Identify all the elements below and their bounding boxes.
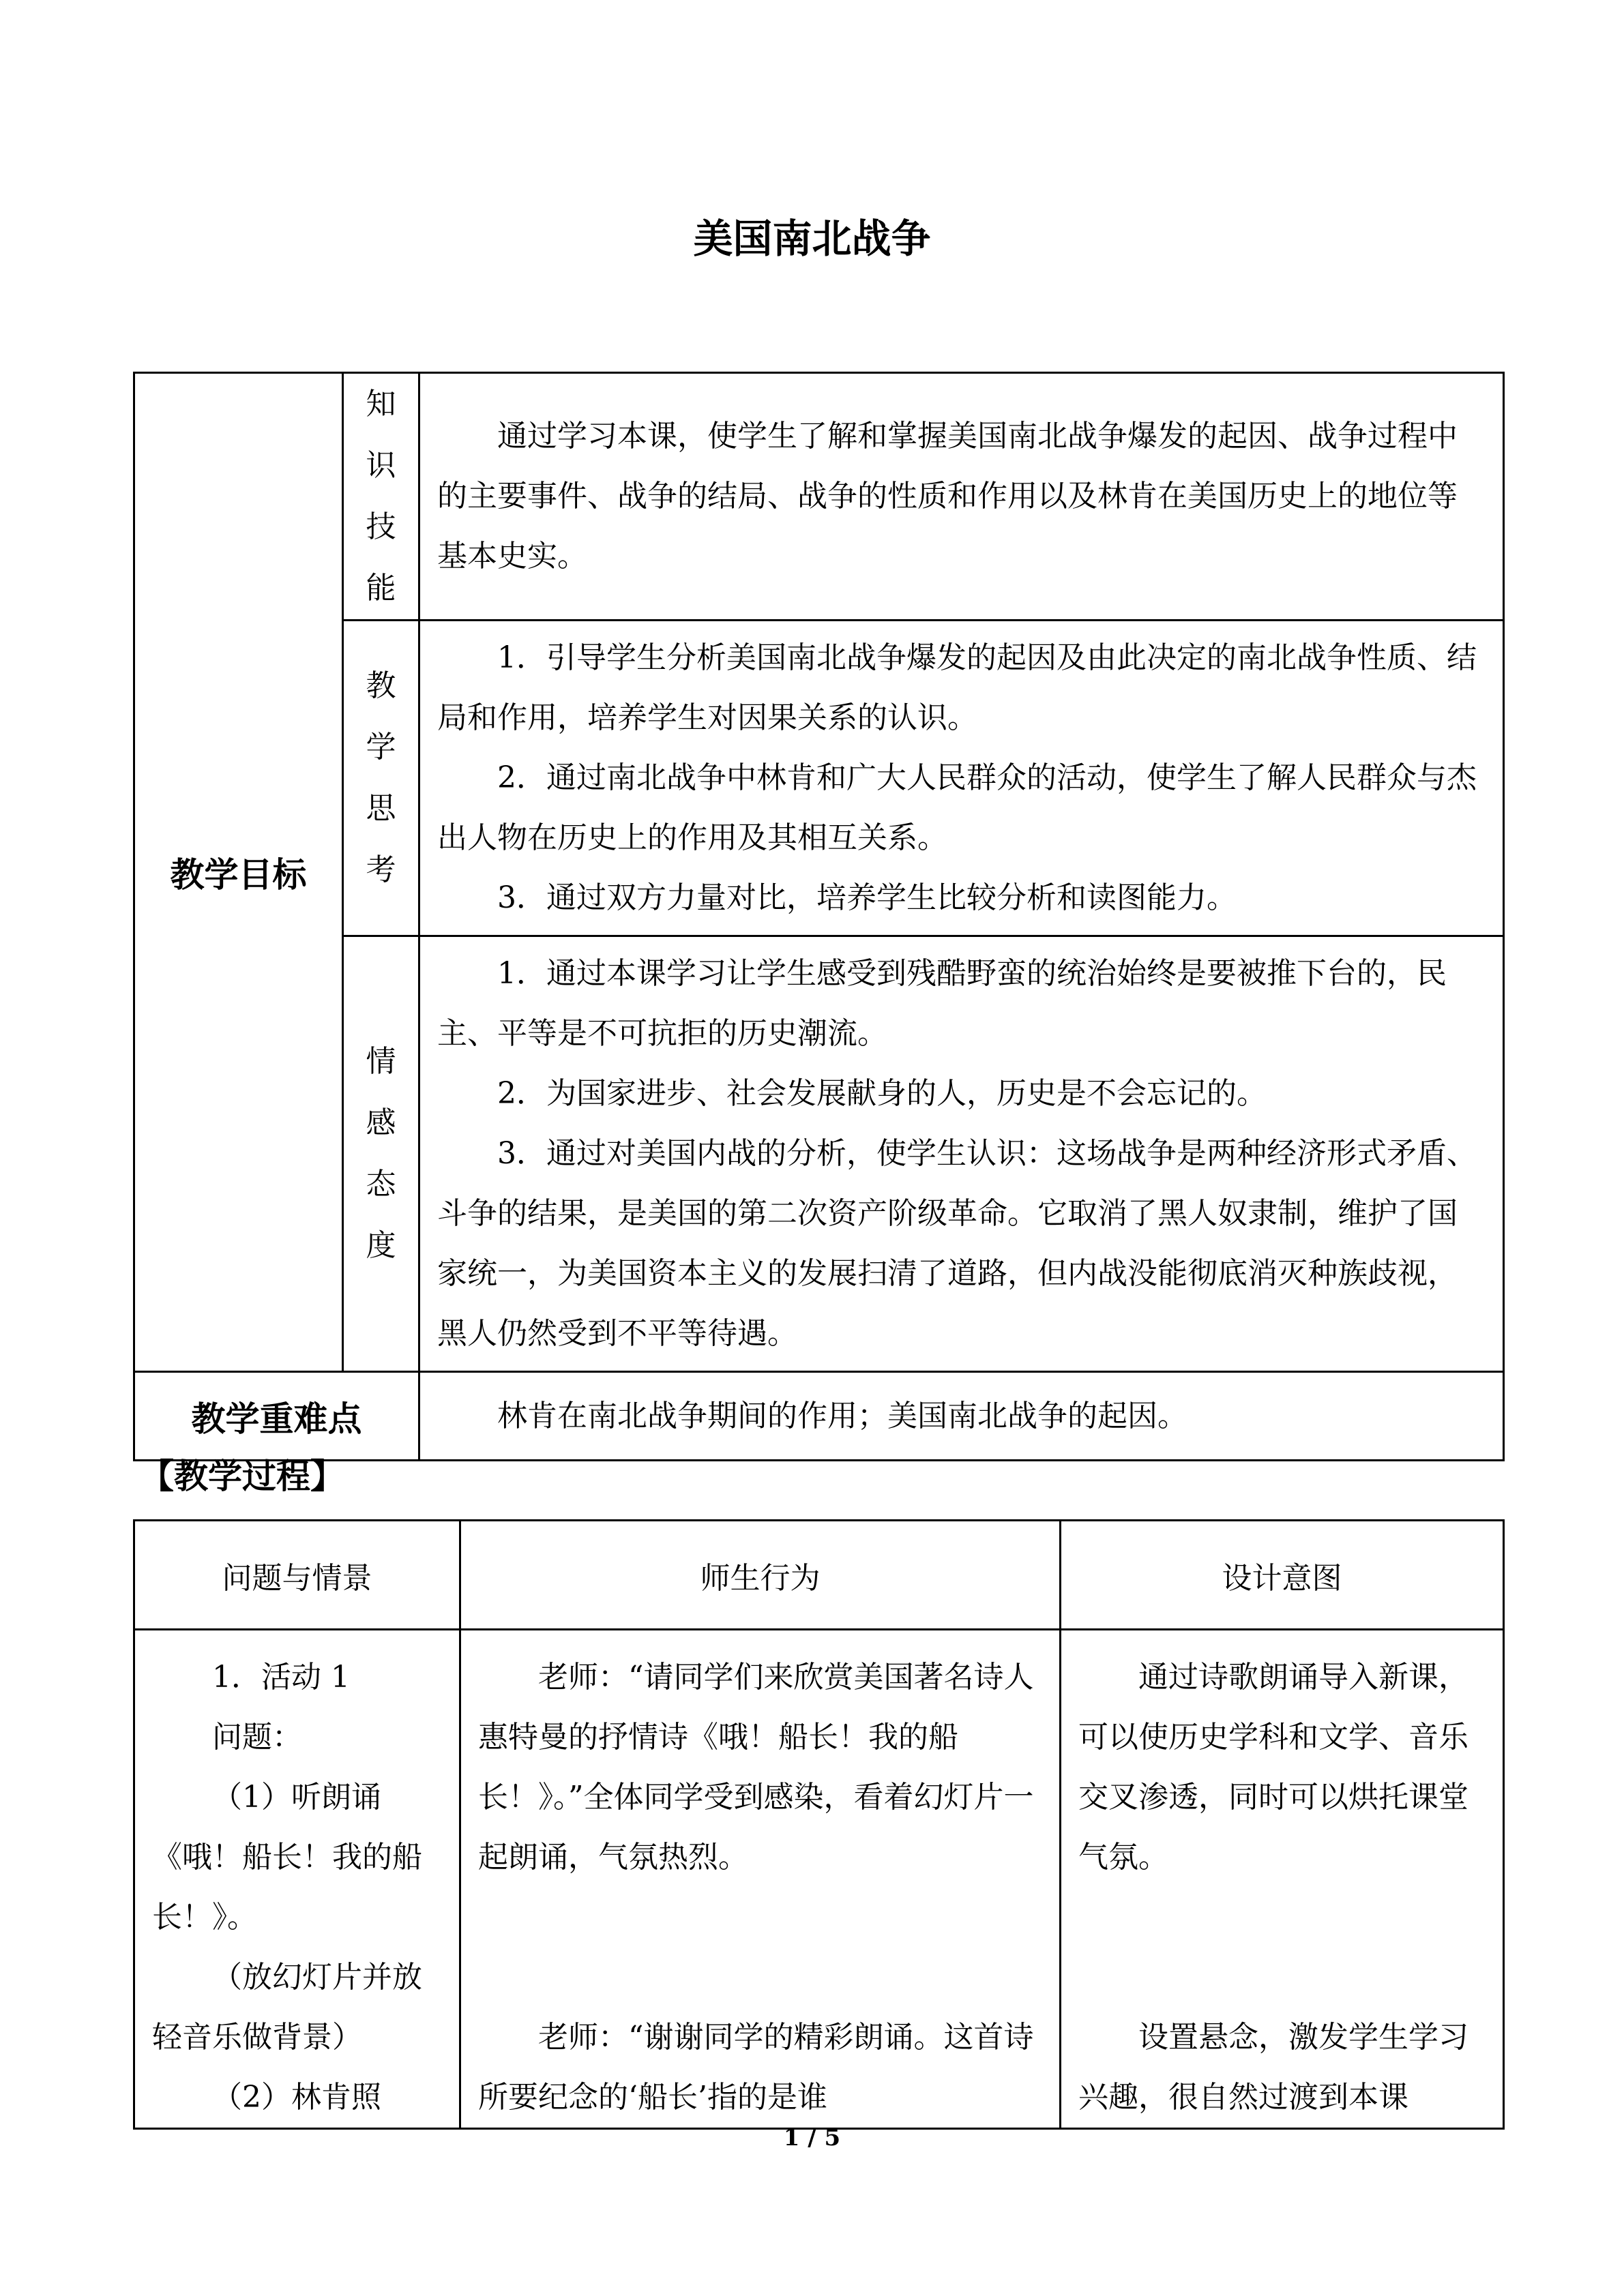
intent-cell: 通过诗歌朗诵导入新课，可以使历史学科和文学、音乐交叉渗透，同时可以烘托课堂气氛。 设置悬念，激发学生学习兴趣，很自然过渡到本课	[1061, 1630, 1504, 2129]
document-title: 美国南北战争	[693, 215, 931, 262]
knowledge-skills-content: 通过学习本课，使学生了解和掌握美国南北战争爆发的起因、战争过程中的主要事件、战争的结局、战争的性质和作用以及林肯在美国历史上的地位等基本史实。	[419, 373, 1504, 621]
objectives-table	[133, 372, 1503, 1439]
emotion-attitude-label: 情 感 态 度	[343, 936, 419, 1372]
scenario-cell: 1．活动 1 问题： （1）听朗诵《哦！船长！我的船长！》。 （放幻灯片并放轻音乐做背景） （2）林肯照	[134, 1630, 460, 2129]
process-table	[133, 1519, 1503, 2113]
teaching-thinking-content: 1．引导学生分析美国南北战争爆发的起因及由此决定的南北战争性质、结局和作用，培养学生对因果关系的认识。 2．通过南北战争中林肯和广大人民群众的活动，使学生了解人民群众与杰出人物在历史上的作用及其相互关系。 3．通过双方力量对比，培养学生比较分析和读图能力。	[419, 621, 1504, 936]
header-actions: 师生行为	[460, 1521, 1061, 1630]
header-scenario: 问题与情景	[134, 1521, 460, 1630]
knowledge-skills-label: 知 识 技 能	[343, 373, 419, 621]
key-points-content: 林肯在南北战争期间的作用；美国南北战争的起因。	[419, 1372, 1504, 1461]
actions-cell: 老师：“请同学们来欣赏美国著名诗人惠特曼的抒情诗《哦！船长！我的船长！》。”全体同学受到感染，看着幻灯片一起朗诵，气氛热烈。 老师：“谢谢同学的精彩朗诵。这首诗所要纪念的‘船长’指的是谁	[460, 1630, 1061, 2129]
objectives-label: 教学目标	[134, 373, 343, 1372]
header-intent: 设计意图	[1061, 1521, 1504, 1630]
emotion-attitude-content: 1．通过本课学习让学生感受到残酷野蛮的统治始终是要被推下台的，民主、平等是不可抗拒的历史潮流。 2．为国家进步、社会发展献身的人，历史是不会忘记的。 3．通过对美国内战的分析，使学生认识：这场战争是两种经济形式矛盾、斗争的结果，是美国的第二次资产阶级革命。它取消了黑人奴隶制，维护了国家统一，为美国资本主义的发展扫清了道路，但内战没能彻底消灭种族歧视，黑人仍然受到不平等待遇。	[419, 936, 1504, 1372]
key-points-label: 教学重难点	[134, 1372, 419, 1461]
teaching-thinking-label: 教 学 思 考	[343, 621, 419, 936]
process-heading: 【教学过程】	[140, 1457, 344, 1496]
page-number: 1 / 5	[783, 2124, 841, 2151]
